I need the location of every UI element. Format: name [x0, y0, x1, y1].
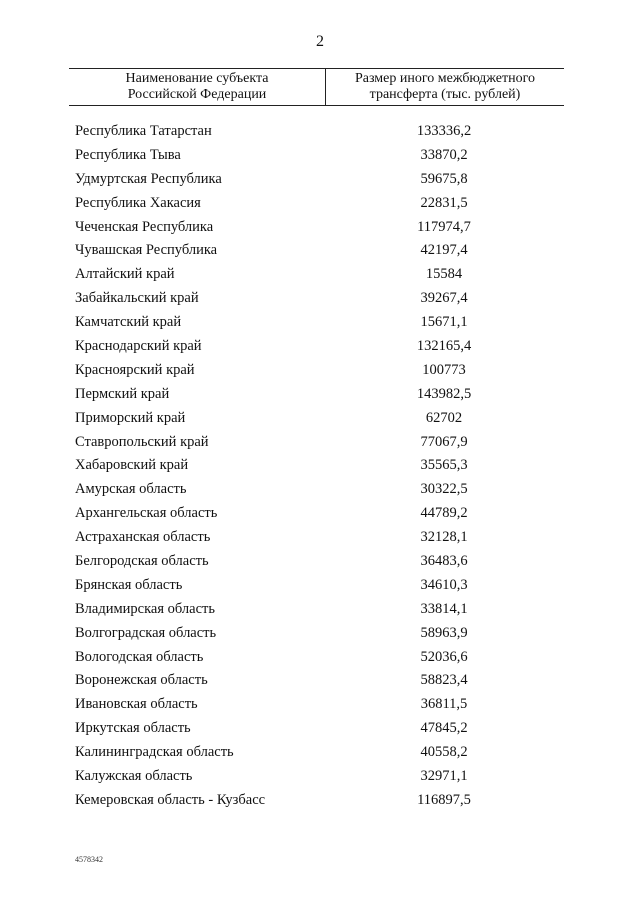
- table-row: [0, 718, 640, 742]
- transfer-amount: 33870,2: [420, 146, 468, 163]
- region-name: Чувашская Республика: [75, 242, 218, 259]
- region-name: Владимирская область: [75, 600, 215, 617]
- table-row: [0, 169, 640, 193]
- table-row: [0, 432, 640, 456]
- transfer-amount: 143982,5: [416, 385, 472, 402]
- region-name: Ивановская область: [75, 696, 198, 713]
- transfer-amount: 33814,1: [420, 600, 468, 617]
- column-header-name-line1: Наименование субъекта: [125, 71, 269, 86]
- region-name: Амурская область: [75, 481, 187, 498]
- region-name: Камчатский край: [75, 314, 182, 331]
- transfer-amount: 132165,4: [416, 338, 472, 355]
- transfer-amount: 59675,8: [420, 170, 468, 187]
- transfer-amount: 36483,6: [420, 553, 468, 570]
- table-row: [0, 145, 640, 169]
- table-row: [0, 288, 640, 312]
- transfer-amount: 117974,7: [417, 218, 471, 235]
- region-name: Калининградская область: [75, 744, 234, 761]
- transfer-amount: 42197,4: [420, 242, 468, 259]
- region-name: Волгоградская область: [75, 624, 217, 641]
- table-row: [0, 264, 640, 288]
- table-row: [0, 360, 640, 384]
- transfer-amount: 15584: [425, 266, 463, 283]
- region-name: Красноярский край: [75, 361, 195, 378]
- region-name: Белгородская область: [75, 553, 209, 570]
- table-row: [0, 336, 640, 360]
- region-name: Астраханская область: [75, 529, 211, 546]
- transfer-amount: 58823,4: [420, 672, 468, 689]
- table-row: [0, 551, 640, 575]
- region-name: Краснодарский край: [75, 338, 202, 355]
- transfer-amount: 39267,4: [420, 290, 468, 307]
- transfer-amount: 44789,2: [420, 505, 468, 522]
- table-row: [0, 694, 640, 718]
- table-row: [0, 217, 640, 241]
- transfer-amount: 58963,9: [420, 624, 468, 641]
- transfer-amount: 52036,6: [420, 648, 468, 665]
- table-row: [0, 408, 640, 432]
- document-id: 4578342: [75, 855, 103, 864]
- table-row: [0, 455, 640, 479]
- table-row: [0, 121, 640, 145]
- transfer-amount: 30322,5: [420, 481, 468, 498]
- transfer-amount: 62702: [425, 409, 463, 426]
- column-header-name-line2: Российской Федерации: [127, 87, 267, 102]
- region-name: Республика Хакасия: [75, 194, 201, 211]
- region-name: Приморский край: [75, 409, 186, 426]
- transfer-amount: 15671,1: [420, 314, 468, 331]
- transfer-amount: 77067,9: [420, 433, 468, 450]
- region-name: Кемеровская область - Кузбасс: [75, 791, 266, 808]
- table-row: [0, 240, 640, 264]
- table-row: [0, 312, 640, 336]
- page-number: 2: [316, 33, 324, 50]
- region-name: Воронежская область: [75, 672, 208, 689]
- region-name: Вологодская область: [75, 648, 204, 665]
- table-body: [0, 121, 640, 814]
- transfer-amount: 47845,2: [420, 720, 468, 737]
- table-row: [0, 193, 640, 217]
- transfer-amount: 100773: [422, 361, 466, 378]
- transfer-amount: 34610,3: [420, 576, 468, 593]
- region-name: Пермский край: [75, 385, 170, 402]
- transfer-amount: 32128,1: [420, 529, 468, 546]
- table-row: [0, 670, 640, 694]
- column-header-value: [326, 71, 564, 103]
- transfer-amount: 40558,2: [420, 744, 468, 761]
- region-name: Республика Тыва: [75, 146, 181, 163]
- column-header-name: [69, 71, 325, 103]
- region-name: Чеченская Республика: [75, 218, 214, 235]
- table-row: [0, 384, 640, 408]
- region-name: Калужская область: [75, 768, 193, 785]
- transfer-amount: 133336,2: [416, 123, 472, 139]
- region-name: Хабаровский край: [75, 457, 189, 474]
- table-row: [0, 479, 640, 503]
- table-row: [0, 575, 640, 599]
- transfer-amount: 36811,5: [420, 696, 468, 713]
- region-name: Удмуртская Республика: [75, 170, 222, 187]
- column-header-value-line2: трансферта (тыс. рублей): [369, 87, 521, 102]
- region-name: Архангельская область: [75, 505, 218, 522]
- table-row: [0, 790, 640, 814]
- region-name: Республика Татарстан: [75, 123, 212, 139]
- column-header-value-line1: Размер иного межбюджетного: [354, 71, 536, 86]
- table-header: [69, 68, 564, 106]
- region-name: Ставропольский край: [75, 433, 209, 450]
- region-name: Иркутская область: [75, 720, 191, 737]
- table-row: [0, 599, 640, 623]
- table-row: [0, 527, 640, 551]
- table-row: [0, 647, 640, 671]
- transfer-amount: 35565,3: [420, 457, 468, 474]
- table-row: [0, 766, 640, 790]
- transfer-amount: 116897,5: [417, 791, 471, 808]
- region-name: Алтайский край: [75, 266, 175, 283]
- region-name: Забайкальский край: [75, 290, 199, 307]
- table-row: [0, 742, 640, 766]
- region-name: Брянская область: [75, 576, 183, 593]
- transfer-amount: 32971,1: [420, 768, 468, 785]
- table-row: [0, 623, 640, 647]
- transfer-amount: 22831,5: [420, 194, 468, 211]
- table-row: [0, 503, 640, 527]
